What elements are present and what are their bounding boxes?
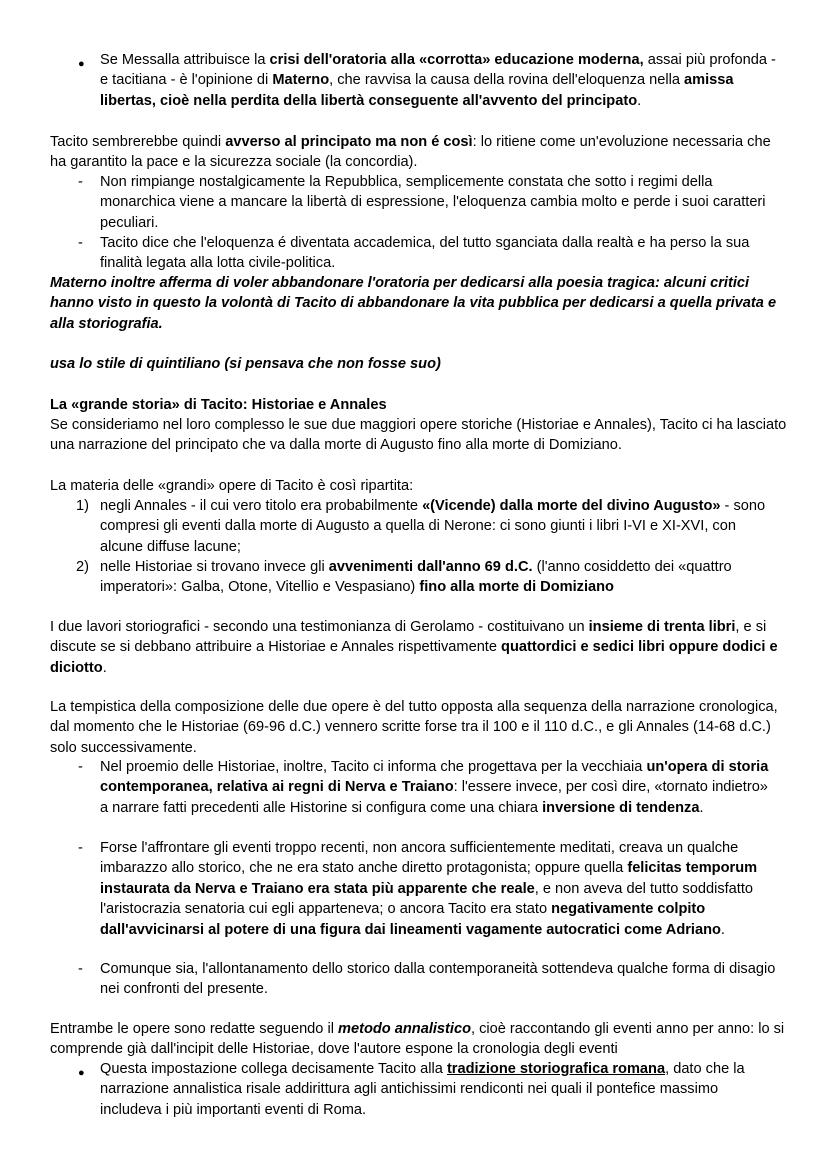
- dash-item-eventi-recenti: Forse l'affrontare gli eventi troppo recenti, non ancora sufficientemente meditati, creava un qualche imbarazzo allo storico, che ne era stato anche diretto protagonista; oppure quella felicitas temporum instaurata da Nerva e Traiano era stata più apparente che reale, e non aveva del tutto soddisfatto l'aristocrazia senatoria cui egli apparteneva; o ancora Tacito era stato negativamente colpito dall'avvicinarsi al potere di una figura dai lineamenti vagamente autocratici come Adriano.: [100, 840, 758, 938]
- numbered-item-annales: negli Annales - il cui vero titolo era probabilmente «(Vicende) dalla morte del divino Augusto» - sono compresi gli eventi dalla morte di Augusto a quella di Nerone: ci sono giunti i libri I-VI e XI-XVI, con alcune diffuse lacune;: [100, 498, 766, 555]
- section-heading: La «grande storia» di Tacito: Historiae e Annales: [50, 397, 387, 413]
- bullet-marker: ●: [78, 1067, 85, 1079]
- paragraph-tempistica: La tempistica della composizione delle due opere è del tutto opposta alla sequenza della narrazione cronologica, dal momento che le Historiae (69-96 d.C.) vennero scritte forse tra il 100 e il 110 d.C., e gli Annales (14-68 d.C.) solo successivamente.: [50, 699, 778, 756]
- dash-marker: -: [78, 174, 83, 190]
- dash-marker: -: [78, 961, 83, 977]
- paragraph-trenta-libri: I due lavori storiografici - secondo una testimonianza di Gerolamo - costituivano un insieme di trenta libri, e si discute se si debbano attribuire a Historiae e Annales rispettivamente quattordici e sedici libri oppure dodici e diciotto.: [50, 619, 778, 676]
- dash-item-repubblica: Non rimpiange nostalgicamente la Repubblica, semplicemente constata che sotto i regimi della monarchica viene a mancare la libertà di espressione, l'eloquenza cambia molto e perde i suoi caratteri peculiari.: [100, 174, 766, 231]
- note-quintiliano: usa lo stile di quintiliano (si pensava che non fosse suo): [50, 356, 441, 372]
- numbered-item-historiae: nelle Historiae si trovano invece gli avvenimenti dall'anno 69 d.C. (l'anno cosiddetto dei «quattro imperatori»: Galba, Otone, Vitellio e Vespasiano) fino alla morte di Domiziano: [100, 559, 732, 596]
- bullet-paragraph-messalla: Se Messalla attribuisce la crisi dell'oratoria alla «corrotta» educazione moderna, assai più profonda - e tacitiana - è l'opinione di Materno, che ravvisa la causa della rovina dell'eloquenza nella amissa libertas, cioè nella perdita della libertà conseguente all'avvento del principato.: [100, 52, 776, 109]
- dash-item-eloquenza: Tacito dice che l'eloquenza é diventata accademica, del tutto sganciata dalla realtà e ha perso la sua finalità legata alla lotta civile-politica.: [100, 235, 750, 272]
- bullet-paragraph-tradizione: Questa impostazione collega decisamente Tacito alla tradizione storiografica romana, dato che la narrazione annalistica risale addirittura agli antichissimi rendiconti nei quali il pontefice massimo includeva i più importanti eventi di Roma.: [100, 1061, 745, 1118]
- paragraph-materia: La materia delle «grandi» opere di Tacito è così ripartita:: [50, 478, 414, 494]
- dash-marker: -: [78, 235, 83, 251]
- dash-item-proemio: Nel proemio delle Historiae, inoltre, Tacito ci informa che progettava per la vecchiaia un'opera di storia contemporanea, relativa ai regni di Nerva e Traiano: l'essere invece, per così dire, «tornato indietro» a narrare fatti precedenti alle Historine si configura come una chiara inversione di tendenza.: [100, 759, 769, 816]
- paragraph-opere-storiche: Se consideriamo nel loro complesso le sue due maggiori opere storiche (Historiae e Annales), Tacito ci ha lasciato una narrazione del principato che va dalla morte di Augusto fino alla morte di Domiziano.: [50, 417, 787, 454]
- paragraph-principato: Tacito sembrerebbe quindi avverso al principato ma non é così: lo ritiene come un'evoluzione necessaria che ha garantito la pace e la sicurezza sociale (la concordia).: [50, 134, 771, 171]
- dash-marker: -: [78, 840, 83, 856]
- dash-marker: -: [78, 759, 83, 775]
- dash-item-disagio: Comunque sia, l'allontanamento dello storico dalla contemporaneità sottendeva qualche forma di disagio nei confronti del presente.: [100, 961, 776, 998]
- number-marker: 1): [76, 498, 89, 514]
- number-marker: 2): [76, 559, 89, 575]
- paragraph-metodo-annalistico: Entrambe le opere sono redatte seguendo il metodo annalistico, cioè raccontando gli eventi anno per anno: lo si comprende già dall'incipit delle Historiae, dove l'autore espone la cronologia degli eventi: [50, 1021, 785, 1058]
- paragraph-materno-poesia: Materno inoltre afferma di voler abbandonare l'oratoria per dedicarsi alla poesia tragica: alcuni critici hanno visto in questo la volontà di Tacito di abbandonare la vita pubblica per dedicarsi a quella privata e alla storiografia.: [50, 275, 777, 332]
- bullet-marker: ●: [78, 58, 85, 70]
